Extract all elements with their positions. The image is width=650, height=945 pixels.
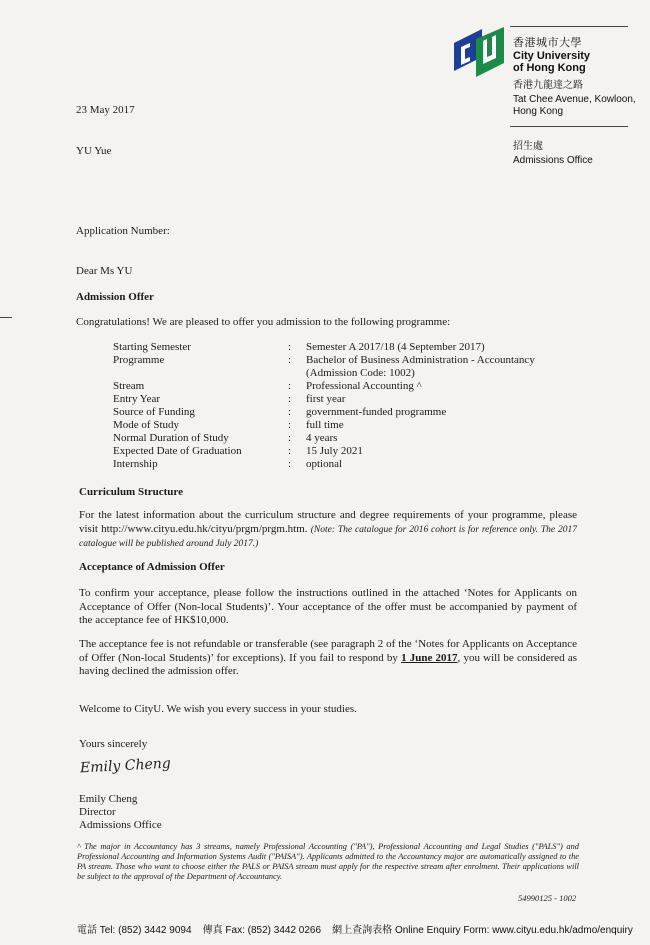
university-name-en-1: City University	[513, 50, 591, 62]
cityu-logo-icon	[452, 27, 506, 81]
programme-row: Internship : optional	[113, 458, 566, 471]
application-number-label: Application Number:	[76, 225, 170, 237]
row-label: Entry Year	[113, 393, 161, 405]
welcome-text: Welcome to CityU. We wish you every success in your studies.	[79, 703, 357, 715]
contact-footer	[77, 921, 633, 936]
acceptance-text-a: The acceptance fee is not refundable or transferable (see paragraph 2 of the ‘Notes for Applicants on Acceptance of Offer (Non-local Students)’ for exceptions). If you fail to respond by	[79, 638, 577, 664]
salutation: Dear Ms YU	[76, 265, 133, 277]
row-value: government-funded programme	[306, 406, 447, 418]
university-name-zh: 香港城市大學	[513, 37, 582, 49]
row-value: full time	[306, 419, 344, 431]
programme-row: Mode of Study : full time	[113, 419, 566, 432]
row-label: Internship	[113, 458, 158, 470]
reference-code: 54990125 - 1002	[518, 893, 577, 903]
footnote: ^ The major in Accountancy has 3 streams, namely Professional Accounting ("PA"), Professional Accounting and Legal Studies ("PALS") and Professional Accounting and Information Systems Audit ("PAISA"). Applicants admitted to the Accountancy major are automatically assigned to the PA stream. Those who want to choose either the PALS or PAISA stream must apply for the respective stream after enrolment. Their applications will be subject to the approval of the Department of Accountancy.	[77, 842, 579, 881]
recipient-name: YU Yue	[76, 145, 112, 157]
row-label: Programme	[113, 354, 165, 366]
footer-fax: 傳真 Fax: (852) 3442 0266	[202, 925, 322, 936]
curriculum-text	[79, 509, 577, 552]
row-label: Expected Date of Graduation	[113, 445, 242, 457]
programme-row: Entry Year : first year	[113, 393, 566, 406]
acceptance-text-b: , you will be considered as having declined the admission offer.	[79, 651, 577, 677]
footer-enquiry: 網上查詢表格 Online Enquiry Form: www.cityu.edu.hk/admo/enquiry	[332, 925, 633, 936]
row-label: Starting Semester	[113, 341, 191, 353]
curriculum-body: For the latest information about the curriculum structure and degree requirements of your programme, please visit http://www.cityu.edu.hk/cityu/prgm/prgm.htm.	[79, 509, 577, 535]
programme-row: Source of Funding : government-funded programme	[113, 406, 566, 419]
acceptance-paragraph-2	[79, 638, 577, 679]
university-name-en-2: of Hong Kong	[513, 62, 586, 74]
programme-row: Expected Date of Graduation : 15 July 2021	[113, 445, 566, 458]
intro-text: Congratulations! We are pleased to offer you admission to the following programme:	[76, 316, 451, 328]
response-deadline: 1 June 2017	[401, 651, 458, 664]
row-label: Stream	[113, 380, 145, 392]
office-name-en: Admissions Office	[513, 155, 593, 166]
row-label: Normal Duration of Study	[113, 432, 229, 444]
sign-off: Yours sincerely	[79, 738, 148, 750]
letter-date: 23 May 2017	[76, 104, 135, 116]
curriculum-heading: Curriculum Structure	[79, 486, 183, 498]
row-value: first year	[306, 393, 346, 405]
office-name-zh: 招生處	[513, 141, 543, 152]
row-value: 15 July 2021	[306, 445, 363, 457]
row-label: Mode of Study	[113, 419, 179, 431]
address-en-2: Hong Kong	[513, 106, 564, 117]
address-en-1: Tat Chee Avenue, Kowloon,	[513, 94, 636, 105]
subject-heading: Admission Offer	[76, 291, 154, 303]
row-value-2: (Admission Code: 1002)	[306, 367, 415, 379]
signatory-office: Admissions Office	[79, 819, 162, 831]
letterhead-bottom-rule	[510, 126, 628, 127]
row-value: optional	[306, 458, 343, 470]
row-value: 4 years	[306, 432, 338, 444]
row-label: Source of Funding	[113, 406, 195, 418]
fold-mark	[0, 317, 12, 318]
curriculum-note: (Note: The catalogue for 2016 cohort is for reference only. The 2017 catalogue will be published around July 2017.)	[79, 524, 577, 549]
programme-row: Stream : Professional Accounting ^	[113, 380, 566, 393]
letterhead-top-rule	[510, 26, 628, 27]
programme-row: Starting Semester : Semester A 2017/18 (4 September 2017)	[113, 341, 566, 354]
programme-row: Programme : Bachelor of Business Administration - Accountancy (Admission Code: 1002)	[113, 354, 566, 380]
signatory-title: Director	[79, 806, 116, 818]
address-zh: 香港九龍達之路	[513, 80, 583, 91]
row-value: Semester A 2017/18 (4 September 2017)	[306, 341, 485, 353]
handwritten-signature: Emily Cheng	[79, 755, 172, 777]
programme-row: Normal Duration of Study : 4 years	[113, 432, 566, 445]
programme-details-table	[113, 341, 566, 471]
acceptance-heading: Acceptance of Admission Offer	[79, 561, 225, 573]
signatory-name: Emily Cheng	[79, 793, 138, 805]
footer-tel: 電話 Tel: (852) 3442 9094	[77, 925, 192, 936]
row-value: Professional Accounting ^	[306, 380, 422, 392]
acceptance-paragraph-1: To confirm your acceptance, please follow the instructions outlined in the attached ‘Notes for Applicants on Acceptance of Offer (Non-local Students)’. Your acceptance of the offer must be accompanied by payment of the acceptance fee of HK$10,000.	[79, 587, 577, 626]
row-value: Bachelor of Business Administration - Accountancy	[306, 354, 535, 366]
